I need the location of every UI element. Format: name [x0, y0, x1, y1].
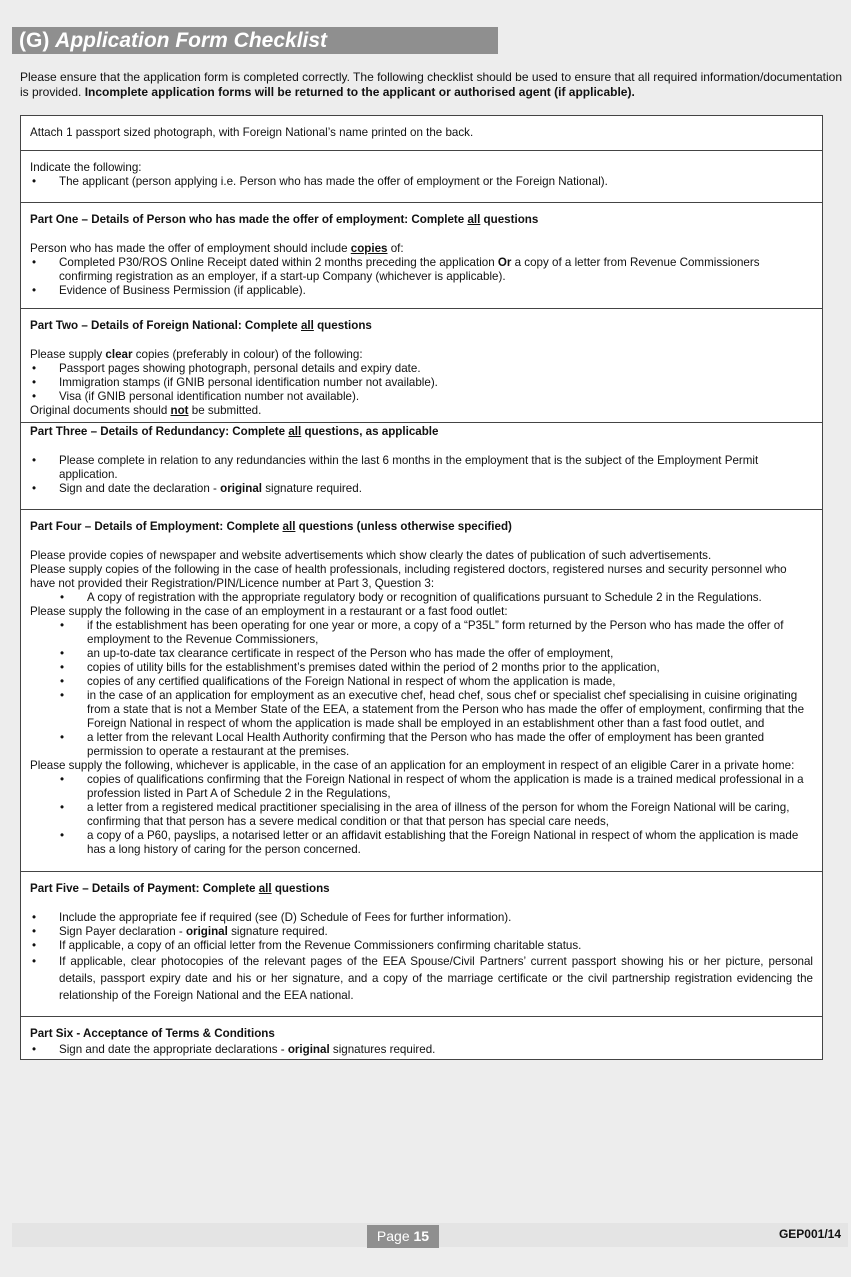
item-text: Sign and date the appropriate declarations - [59, 1043, 288, 1056]
part-five-heading [30, 882, 813, 896]
list-item [30, 256, 813, 284]
part-two-section [21, 309, 822, 423]
item-text: Sign and date the declaration - [59, 482, 221, 495]
item-text: Sign Payer declaration - [59, 925, 186, 938]
list-item: • a copy of a P60, payslips, a notarised letter or an affidavit establishing that the Foreign National in respect of whom the application is made has a long history of caring for the person concerned. [30, 829, 813, 857]
list-item: • if the establishment has been operating for one year or more, a copy of a “P35L” form returned by the Person who has made the offer of employment to the Revenue Commissioners, [30, 619, 813, 647]
heading-text-end: questions, as applicable [301, 425, 439, 438]
part-two-heading [30, 319, 813, 333]
item-text-end: a copy of a letter from Revenue Commissioners confirming registration as an employer, if a start-up Company (whichever is applicable). [59, 256, 760, 283]
indicate-list [30, 175, 813, 189]
list-item [30, 925, 813, 939]
list-item: • If applicable, clear photocopies of the relevant pages of the EEA Spouse/Civil Partners’ current passport showing his or her picture, personal details, passport expiry date and his or her signature, and a copy of the marriage certificate or the civil partnership registration evidencing the relationship of the Foreign National and the EEA national. [30, 953, 813, 1004]
intro-paragraph [20, 70, 842, 100]
part-three-section [21, 423, 822, 510]
part-one-list [30, 256, 813, 298]
part-five-section [21, 872, 822, 1017]
part-six-section [21, 1017, 822, 1059]
item-text-end: signature required. [227, 925, 328, 938]
intro-text: Please ensure that the application form is completed correctly. The following checklist should be used to ensure that all required information/documentation is provided. [20, 70, 843, 99]
item-text-end: signatures required. [329, 1043, 436, 1056]
list-item: • A copy of registration with the appropriate regulatory body or recognition of qualifications pursuant to Schedule 2 in the Regulations. [30, 591, 813, 605]
heading-text: Part Five – Details of Payment: Complete [30, 882, 259, 895]
lead-text-end: of: [387, 242, 404, 255]
list-item: • Visa (if GNIB personal identification number not available). [30, 390, 813, 404]
list-item [30, 482, 813, 496]
heading-emphasis: all [258, 882, 272, 895]
lead-text: Person who has made the offer of employment should include [30, 242, 351, 255]
list-item: • Please complete in relation to any redundancies within the last 6 months in the employment that is the subject of the Employment Permit application. [30, 454, 813, 482]
list-item: • copies of any certified qualifications of the Foreign National in respect of whom the application is made, [30, 675, 813, 689]
checklist-table [20, 115, 823, 1060]
part-one-lead [30, 242, 813, 256]
lead-emphasis: clear [105, 348, 133, 361]
item-text-end: signature required. [262, 482, 362, 495]
lead-text-end: copies (preferably in colour) of the following: [132, 348, 363, 361]
heading-emphasis: all [288, 425, 302, 438]
heading-emphasis: all [282, 520, 296, 533]
part-four-health-lead: Please supply copies of the following in the case of health professionals, including registered doctors, registered nurses and security personnel who have not provided their Registration/PIN/Licence number at Part 3, Question 3: [30, 563, 787, 590]
heading-emphasis: all [467, 213, 481, 226]
item-emphasis: Or [497, 256, 512, 269]
heading-text-end: questions [480, 213, 539, 226]
document-code: GEP001/14 [778, 1227, 841, 1241]
heading-text-end: questions [271, 882, 330, 895]
list-item: • Evidence of Business Permission (if applicable). [30, 284, 813, 298]
part-two-list [30, 362, 813, 404]
list-item: • The applicant (person applying i.e. Person who has made the offer of employment or the Foreign National). [30, 175, 813, 189]
list-item: • a letter from the relevant Local Health Authority confirming that the Person who has made the offer of employment has been granted permission to operate a restaurant at the premises. [30, 731, 813, 759]
part-three-list [30, 454, 813, 496]
heading-text: Part Two – Details of Foreign National: Complete [30, 319, 301, 332]
heading-text-end: questions [313, 319, 372, 332]
lead-emphasis: copies [350, 242, 388, 255]
list-item: • copies of utility bills for the establishment’s premises dated within the period of 2 months prior to the application, [30, 661, 813, 675]
photo-section [21, 116, 822, 151]
heading-text-end: questions (unless otherwise specified) [295, 520, 512, 533]
list-item: • Passport pages showing photograph, personal details and expiry date. [30, 362, 813, 376]
list-item: • If applicable, a copy of an official letter from the Revenue Commissioners confirming charitable status. [30, 939, 813, 953]
photo-text: Attach 1 passport sized photograph, with Foreign National’s name printed on the back. [30, 126, 474, 139]
lead-text: Please supply [30, 348, 106, 361]
item-text: Completed P30/ROS Online Receipt dated within 2 months preceding the application [59, 256, 498, 269]
part-five-list [30, 911, 813, 1004]
heading-text: Part Four – Details of Employment: Complete [30, 520, 283, 533]
part-four-health-list [30, 591, 813, 605]
heading-emphasis: all [300, 319, 314, 332]
note-emphasis: not [170, 404, 189, 417]
list-item: • in the case of an application for employment as an executive chef, head chef, sous chef or specialist chef specialising in cuisine originating from a state that is not a Member State of the EEA, a statement from the Person who has made the offer of employment, confirming that the Foreign National in respect of whom the application is made shall be employed in an establishment other than a fast food outlet, and [30, 689, 813, 731]
part-two-original-note [30, 404, 813, 418]
part-six-heading: Part Six - Acceptance of Terms & Conditions [30, 1027, 275, 1040]
page-number: 15 [413, 1228, 430, 1244]
list-item: • a letter from a registered medical practitioner specialising in the area of illness of the person for whom the Foreign National will be caring, confirming that that person has a severe medical condition or that that person has special care needs, [30, 801, 813, 829]
item-emphasis: original [185, 925, 228, 938]
item-emphasis: original [220, 482, 263, 495]
list-item: • Immigration stamps (if GNIB personal identification number not available). [30, 376, 813, 390]
part-two-lead [30, 348, 813, 362]
list-item: • copies of qualifications confirming that the Foreign National in respect of whom the application is made is a trained medical professional in a profession listed in Part A of Schedule 2 in the Regulations, [30, 773, 813, 801]
part-one-section [21, 203, 822, 309]
part-four-carer-lead: Please supply the following, whichever is applicable, in the case of an application for an employment in respect of an eligible Carer in a private home: [30, 759, 795, 772]
list-item: • Include the appropriate fee if required (see (D) Schedule of Fees for further information). [30, 911, 813, 925]
indicate-section [21, 151, 822, 203]
heading-text: Part Three – Details of Redundancy: Complete [30, 425, 289, 438]
part-three-heading [30, 425, 813, 439]
part-six-list [30, 1043, 813, 1057]
part-four-restaurant-list [30, 619, 813, 759]
part-one-heading [30, 213, 813, 227]
page-title: Application Form Checklist [55, 29, 328, 52]
page-number-box [367, 1225, 439, 1248]
intro-warning: Incomplete application forms will be returned to the applicant or authorised agent (if applicable). [84, 85, 635, 99]
indicate-lead: Indicate the following: [30, 161, 142, 174]
note-text: Original documents should [30, 404, 171, 417]
heading-text: Part One – Details of Person who has made the offer of employment: Complete [30, 213, 468, 226]
part-four-adverts: Please provide copies of newspaper and website advertisements which show clearly the dates of publication of such advertisements. [30, 549, 712, 562]
list-item [30, 1043, 813, 1057]
part-four-carer-list [30, 773, 813, 857]
item-emphasis: original [287, 1043, 330, 1056]
section-code: (G) [19, 29, 50, 52]
page-label: Page [376, 1228, 410, 1244]
part-four-restaurant-lead: Please supply the following in the case of an employment in a restaurant or a fast food outlet: [30, 605, 508, 618]
section-header [12, 27, 498, 54]
list-item: • an up-to-date tax clearance certificate in respect of the Person who has made the offer of employment, [30, 647, 813, 661]
note-text-end: be submitted. [188, 404, 262, 417]
part-four-section [21, 510, 822, 872]
part-four-heading [30, 520, 813, 534]
